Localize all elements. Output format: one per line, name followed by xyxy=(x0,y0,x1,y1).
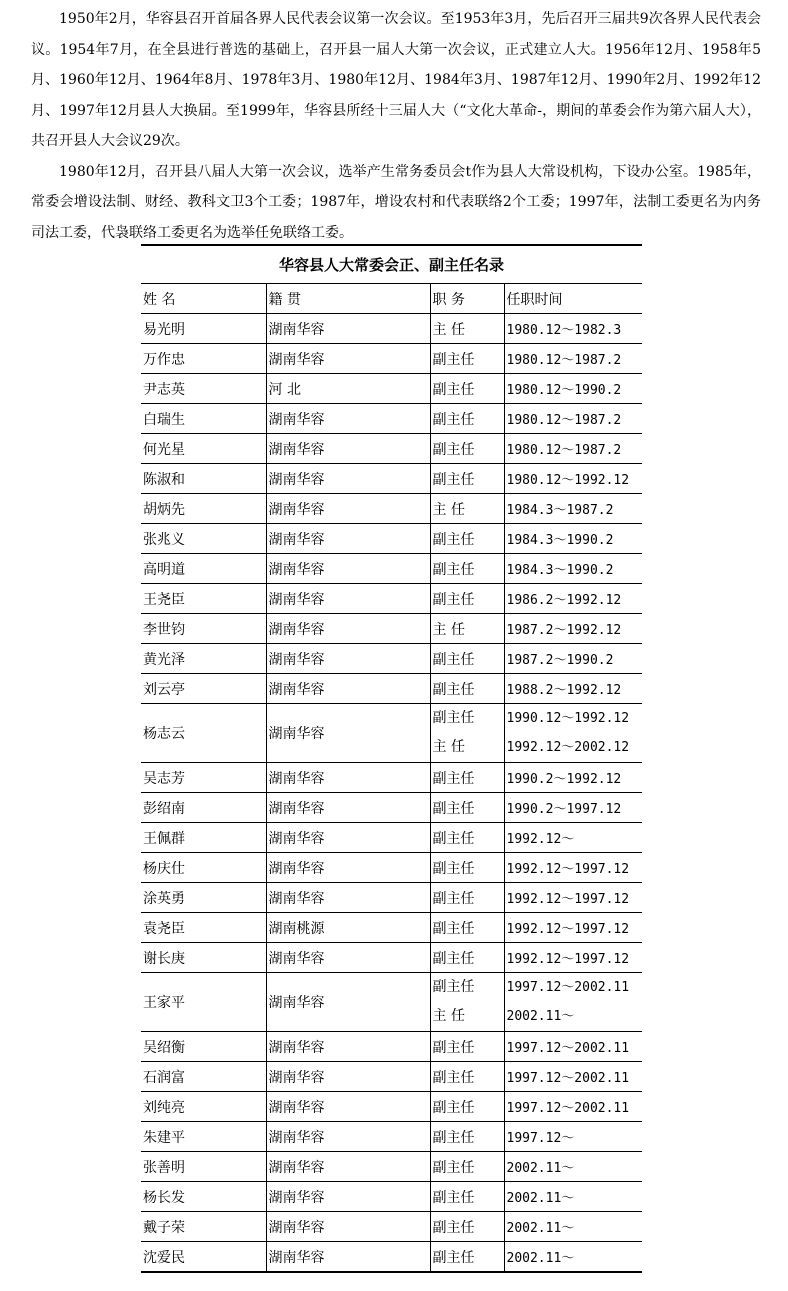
cell-term: 1988.2～1992.12 xyxy=(504,674,642,704)
cell-term: 1997.12～2002.11 xyxy=(504,1032,642,1062)
table-body xyxy=(141,314,642,1273)
cell-origin: 河 北 xyxy=(266,374,430,404)
post-title: 副主任 xyxy=(432,710,475,726)
cell-post: 副主任 xyxy=(430,644,504,674)
table-row xyxy=(141,584,642,614)
cell-origin: 湖南华容 xyxy=(266,1092,430,1122)
cell-origin: 湖南华容 xyxy=(266,674,430,704)
post-title: 主 任 xyxy=(432,1008,465,1024)
intro-paragraph-1: 1950年2月，华容县召开首届各界人民代表会议第一次会议。至1953年3月，先后召开三届共9次各界人民代表会议。1954年7月，在全县进行普选的基础上，召开县一届人大第一次会议，正式建立人大。1956年12月、1958年5月、1960年12月、1964年8月、1978年3月、1980年12月、1984年3月、1987年12月、1990年2月、1992年12月、1997年12月县人大换届。至1999年，华容县所经十三届人大（“文化大革命-，期间的革委会作为第六届人大），共召开县人大会议29次。 xyxy=(31,11,761,149)
header-origin: 籍 贯 xyxy=(266,284,430,314)
post-term: 2002.11～ xyxy=(506,1009,575,1024)
cell-origin: 湖南华容 xyxy=(266,644,430,674)
cell-post: 副主任 xyxy=(430,374,504,404)
cell-name: 王佩群 xyxy=(141,823,266,853)
cell-post: 副主任 xyxy=(430,524,504,554)
cell-origin: 湖南华容 xyxy=(266,464,430,494)
header-post: 职 务 xyxy=(430,284,504,314)
cell-term: 1984.3～1987.2 xyxy=(504,494,642,524)
table-row xyxy=(141,524,642,554)
cell-name: 吴志芳 xyxy=(141,763,266,793)
cell-name: 尹志英 xyxy=(141,374,266,404)
cell-name: 胡炳先 xyxy=(141,494,266,524)
cell-term: 1980.12～1992.12 xyxy=(504,464,642,494)
table-row xyxy=(141,404,642,434)
cell-origin: 湖南桃源 xyxy=(266,913,430,943)
cell-term: 1987.2～1990.2 xyxy=(504,644,642,674)
table-title: 华容县人大常委会正、副主任名录 xyxy=(141,245,642,284)
cell-post: 副主任 xyxy=(430,1152,504,1182)
cell-term: 1992.12～ xyxy=(504,823,642,853)
cell-name: 谢长庚 xyxy=(141,943,266,973)
cell-name: 白瑞生 xyxy=(141,404,266,434)
cell-term: 1990.2～1992.12 xyxy=(504,763,642,793)
table-row xyxy=(141,1152,642,1182)
cell-term: 1980.12～1987.2 xyxy=(504,434,642,464)
cell-term: 2002.11～ xyxy=(504,1242,642,1273)
cell-name: 高明道 xyxy=(141,554,266,584)
cell-term: 1992.12～1997.12 xyxy=(504,943,642,973)
post-term: 1992.12～2002.12 xyxy=(506,740,630,755)
table-row xyxy=(141,1032,642,1062)
cell-post: 副主任 xyxy=(430,554,504,584)
cell-term: 2002.11～ xyxy=(504,1152,642,1182)
cell-name: 杨志云 xyxy=(141,704,266,763)
cell-origin: 湖南华容 xyxy=(266,584,430,614)
cell-origin: 湖南华容 xyxy=(266,434,430,464)
table-row xyxy=(141,853,642,883)
cell-post: 副主任 xyxy=(430,1062,504,1092)
cell-post: 主 任 xyxy=(430,314,504,344)
post-term: 1990.12～1992.12 xyxy=(506,711,630,726)
cell-term: 1992.12～1997.12 xyxy=(504,853,642,883)
table-row xyxy=(141,1182,642,1212)
cell-name: 刘纯亮 xyxy=(141,1092,266,1122)
cell-name: 涂英勇 xyxy=(141,883,266,913)
post-term: 1997.12～2002.11 xyxy=(506,980,630,995)
directors-table xyxy=(141,244,642,1273)
cell-term: 1992.12～1997.12 xyxy=(504,883,642,913)
header-term: 任职时间 xyxy=(504,284,642,314)
cell-name: 陈淑和 xyxy=(141,464,266,494)
cell-post: 主 任 xyxy=(430,494,504,524)
table-row xyxy=(141,344,642,374)
cell-post: 副主任 xyxy=(430,943,504,973)
cell-post: 副主任 xyxy=(430,1092,504,1122)
cell-post: 副主任 xyxy=(430,763,504,793)
cell-origin: 湖南华容 xyxy=(266,404,430,434)
cell-term: 1980.12～1982.3 xyxy=(504,314,642,344)
cell-origin: 湖南华容 xyxy=(266,883,430,913)
table-row xyxy=(141,674,642,704)
table-row xyxy=(141,464,642,494)
cell-origin: 湖南华容 xyxy=(266,344,430,374)
cell-name: 杨庆仕 xyxy=(141,853,266,883)
cell-origin: 湖南华容 xyxy=(266,853,430,883)
cell-term xyxy=(504,973,642,1032)
cell-name: 沈爱民 xyxy=(141,1242,266,1273)
post-title: 副主任 xyxy=(432,979,475,995)
table-row xyxy=(141,913,642,943)
cell-term: 1992.12～1997.12 xyxy=(504,913,642,943)
cell-origin: 湖南华容 xyxy=(266,763,430,793)
header-name: 姓 名 xyxy=(141,284,266,314)
table-row xyxy=(141,883,642,913)
table-row xyxy=(141,763,642,793)
intro-text xyxy=(31,4,761,248)
table-row xyxy=(141,1122,642,1152)
table-row xyxy=(141,644,642,674)
cell-name: 戴子荣 xyxy=(141,1212,266,1242)
cell-name: 朱建平 xyxy=(141,1122,266,1152)
table-header-row xyxy=(141,284,642,314)
cell-origin: 湖南华容 xyxy=(266,793,430,823)
cell-term: 1980.12～1990.2 xyxy=(504,374,642,404)
table-row xyxy=(141,374,642,404)
cell-post: 副主任 xyxy=(430,1242,504,1273)
table-row xyxy=(141,1242,642,1273)
cell-term: 1987.2～1992.12 xyxy=(504,614,642,644)
cell-post: 副主任 xyxy=(430,913,504,943)
table-row xyxy=(141,1062,642,1092)
table-row xyxy=(141,554,642,584)
table-row xyxy=(141,943,642,973)
cell-post: 副主任 xyxy=(430,464,504,494)
cell-term: 2002.11～ xyxy=(504,1212,642,1242)
cell-name: 黄光泽 xyxy=(141,644,266,674)
table-row xyxy=(141,434,642,464)
table-row xyxy=(141,1092,642,1122)
cell-post: 副主任 xyxy=(430,1212,504,1242)
cell-origin: 湖南华容 xyxy=(266,1152,430,1182)
cell-post: 副主任 xyxy=(430,1182,504,1212)
cell-name: 李世钧 xyxy=(141,614,266,644)
cell-term: 1990.2～1997.12 xyxy=(504,793,642,823)
cell-origin: 湖南华容 xyxy=(266,973,430,1032)
cell-term: 1997.12～2002.11 xyxy=(504,1092,642,1122)
cell-post: 副主任 xyxy=(430,1122,504,1152)
cell-post: 副主任 xyxy=(430,1032,504,1062)
table-row xyxy=(141,494,642,524)
cell-post: 副主任 xyxy=(430,344,504,374)
cell-origin: 湖南华容 xyxy=(266,1212,430,1242)
post-title: 主 任 xyxy=(432,739,465,755)
cell-origin: 湖南华容 xyxy=(266,524,430,554)
cell-post: 副主任 xyxy=(430,853,504,883)
table-row xyxy=(141,704,642,763)
cell-post: 副主任 xyxy=(430,584,504,614)
cell-origin: 湖南华容 xyxy=(266,1182,430,1212)
cell-term: 1997.12～ xyxy=(504,1122,642,1152)
cell-name: 刘云亭 xyxy=(141,674,266,704)
cell-name: 张兆义 xyxy=(141,524,266,554)
cell-origin: 湖南华容 xyxy=(266,554,430,584)
cell-term: 1984.3～1990.2 xyxy=(504,524,642,554)
cell-name: 彭绍南 xyxy=(141,793,266,823)
cell-origin: 湖南华容 xyxy=(266,314,430,344)
cell-term: 1997.12～2002.11 xyxy=(504,1062,642,1092)
table-row xyxy=(141,823,642,853)
cell-name: 吴绍衡 xyxy=(141,1032,266,1062)
table-row xyxy=(141,1212,642,1242)
cell-origin: 湖南华容 xyxy=(266,943,430,973)
cell-origin: 湖南华容 xyxy=(266,1242,430,1273)
cell-origin: 湖南华容 xyxy=(266,494,430,524)
cell-origin: 湖南华容 xyxy=(266,1122,430,1152)
cell-name: 王尧臣 xyxy=(141,584,266,614)
cell-post: 副主任 xyxy=(430,674,504,704)
table-row xyxy=(141,973,642,1032)
cell-origin: 湖南华容 xyxy=(266,823,430,853)
cell-post: 副主任 xyxy=(430,823,504,853)
cell-name: 杨长发 xyxy=(141,1182,266,1212)
cell-post: 主 任 xyxy=(430,614,504,644)
cell-term: 1980.12～1987.2 xyxy=(504,344,642,374)
cell-term: 2002.11～ xyxy=(504,1182,642,1212)
cell-term: 1986.2～1992.12 xyxy=(504,584,642,614)
cell-post: 副主任 xyxy=(430,793,504,823)
cell-term: 1980.12～1987.2 xyxy=(504,404,642,434)
cell-name: 袁尧臣 xyxy=(141,913,266,943)
table-row xyxy=(141,614,642,644)
cell-post: 副主任 xyxy=(430,434,504,464)
cell-origin: 湖南华容 xyxy=(266,1032,430,1062)
cell-post: 副主任 xyxy=(430,404,504,434)
cell-name: 万作忠 xyxy=(141,344,266,374)
cell-name: 石润富 xyxy=(141,1062,266,1092)
cell-name: 王家平 xyxy=(141,973,266,1032)
table-row xyxy=(141,314,642,344)
cell-term: 1984.3～1990.2 xyxy=(504,554,642,584)
cell-origin: 湖南华容 xyxy=(266,704,430,763)
cell-name: 易光明 xyxy=(141,314,266,344)
cell-origin: 湖南华容 xyxy=(266,614,430,644)
cell-post xyxy=(430,704,504,763)
cell-origin: 湖南华容 xyxy=(266,1062,430,1092)
cell-post xyxy=(430,973,504,1032)
cell-post: 副主任 xyxy=(430,883,504,913)
cell-name: 张善明 xyxy=(141,1152,266,1182)
table-row xyxy=(141,793,642,823)
cell-name: 何光星 xyxy=(141,434,266,464)
cell-term xyxy=(504,704,642,763)
intro-paragraph-2: 1980年12月，召开县八届人大第一次会议，选举产生常务委员会t作为县人大常设机构，下设办公室。1985年，常委会增设法制、财经、教科文卫3个工委；1987年，增设农村和代表联络2个工委；1997年，法制工委更名为内务司法工委，代袅联络工委更名为选举任免联络工委。 xyxy=(31,163,761,241)
